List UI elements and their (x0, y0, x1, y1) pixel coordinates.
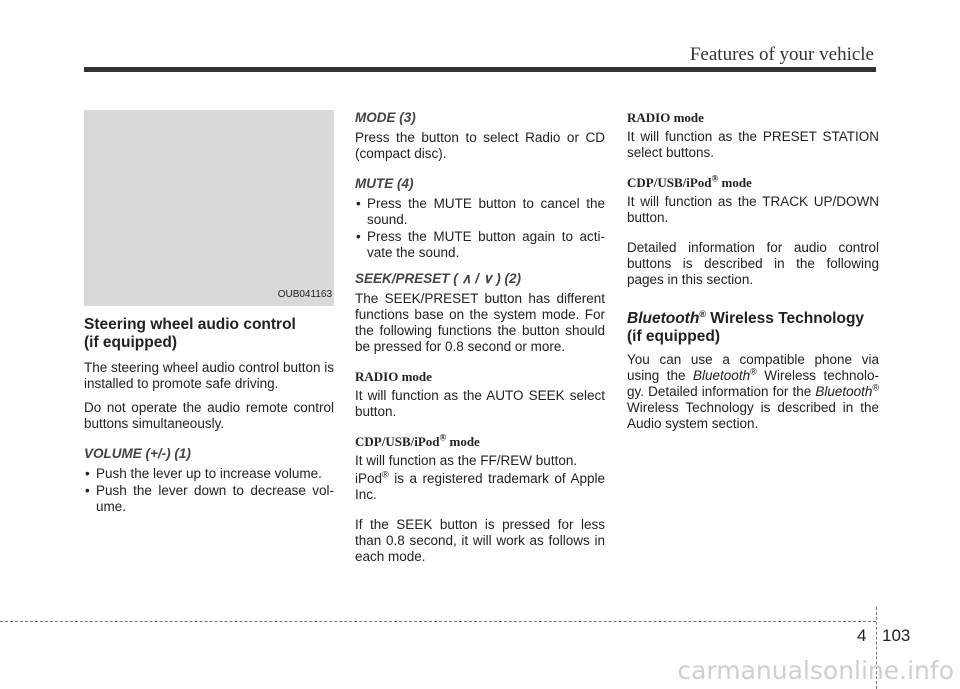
paragraph: It will function as the FF/REW button. (355, 453, 578, 468)
chapter-number: 4 (857, 626, 867, 645)
header-rule (84, 67, 876, 72)
paragraph: It will function as the AUTO SEEK select button. (355, 388, 605, 419)
page-number: 103 (882, 626, 911, 645)
mute-list (355, 196, 605, 261)
paragraph: If the SEEK button is pressed for less than 0.8 second, it will work as follows in each mode. (355, 517, 605, 564)
cdp-mode-heading: CDP/USB/iPod® mode (355, 432, 480, 449)
cdp-mode-heading: CDP/USB/iPod® mode (627, 173, 752, 190)
paragraph: The SEEK/PRESET button has different functions base on the system mode. For the following functions the button should be pressed for 0.8 second or more. (355, 291, 605, 354)
volume-list (84, 466, 334, 515)
list-item: • Push the lever up to increase volume. (84, 466, 334, 482)
list-item: • Press the MUTE button again to acti-vate the sound. (355, 229, 605, 261)
seek-heading: SEEK/PRESET ( ∧ / ∨ ) (2) (355, 271, 522, 286)
bluetooth-heading: Bluetooth® Wireless Technology (if equipped) (627, 308, 865, 345)
paragraph: You can use a compatible phone via using the Bluetooth® Wireless technolo-gy. Detailed information for the Bluetooth® Wireless Technology is described in the Audio system section. (627, 352, 879, 431)
column-middle (355, 110, 605, 573)
list-item: • Push the lever down to decrease vol-ume. (84, 483, 334, 515)
mode-heading: MODE (3) (355, 110, 416, 125)
paragraph: iPod® is a registered trademark of Apple Inc. (355, 469, 605, 502)
paragraph: Press the button to select Radio or CD (compact disc). (355, 130, 605, 161)
figure-code: OUB041163 (277, 289, 332, 300)
paragraph: It will function as the TRACK UP/DOWN button. (627, 194, 879, 225)
figure-image (84, 110, 334, 306)
footer-rule (0, 621, 876, 622)
column-left (84, 110, 334, 525)
list-item: • Press the MUTE button to cancel the sound. (355, 196, 605, 228)
paragraph: Detailed information for audio control buttons is described in the following pages in this section. (627, 240, 879, 287)
paragraph: It will function as the PRESET STATION select buttons. (627, 129, 879, 160)
column-right (627, 110, 879, 440)
mute-heading: MUTE (4) (355, 176, 414, 191)
volume-heading: VOLUME (+/-) (1) (84, 446, 191, 461)
section-heading: Steering wheel audio control (if equipped) (84, 316, 296, 351)
paragraph: Do not operate the audio remote control buttons simultaneously. (84, 400, 334, 431)
paragraph: The steering wheel audio control button is installed to promote safe driving. (84, 360, 334, 391)
header-title: Features of your vehicle (689, 44, 874, 65)
radio-mode-heading: RADIO mode (627, 110, 704, 125)
watermark: carmanualsonline.info (677, 656, 954, 685)
radio-mode-heading: RADIO mode (355, 369, 432, 384)
